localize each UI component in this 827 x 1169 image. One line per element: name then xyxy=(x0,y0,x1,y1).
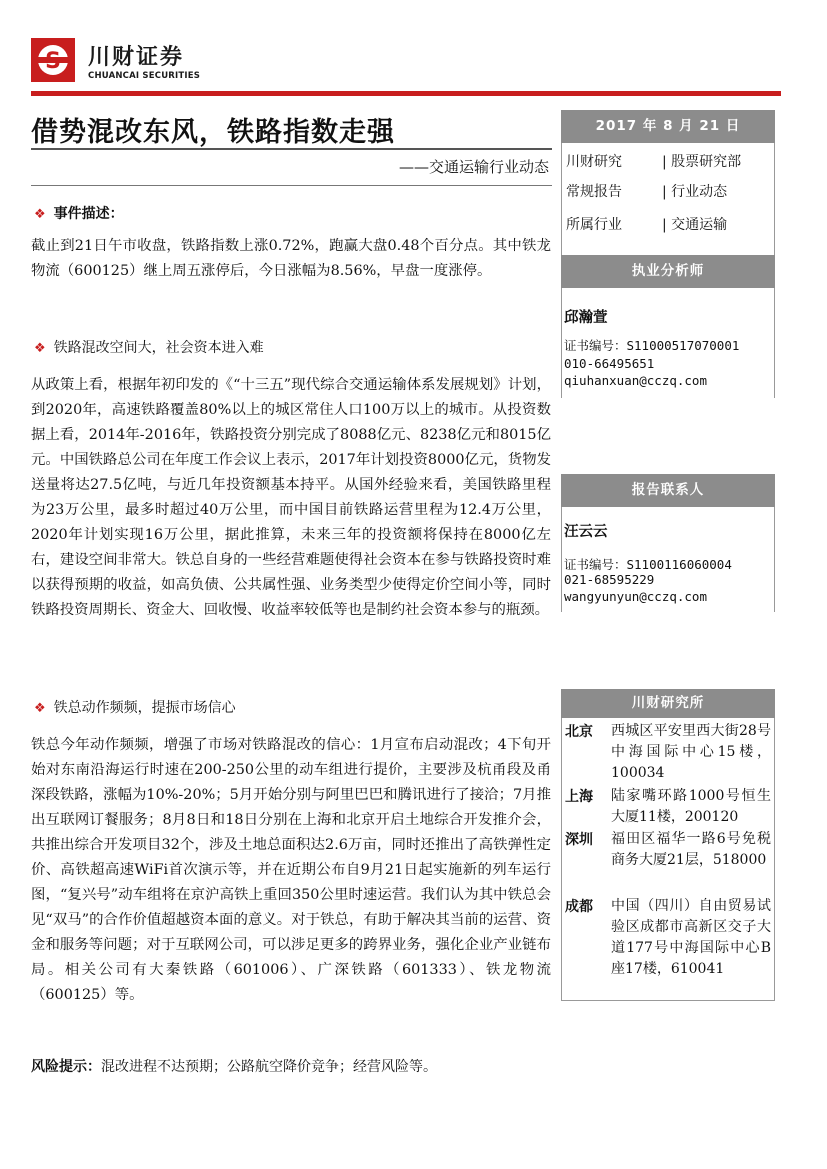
subtitle-divider xyxy=(31,185,552,186)
report-date: 2017 年 8 月 21 日 xyxy=(561,110,775,143)
section-event-heading: ❖ 事件描述： xyxy=(34,206,124,222)
office-city: 上海 xyxy=(565,789,593,805)
header-red-rule xyxy=(31,91,781,96)
diamond-bullet-icon: ❖ xyxy=(34,701,46,716)
analyst-cert: 证书编号：S11000517070001 xyxy=(564,338,740,353)
institute-header: 川财研究所 xyxy=(561,689,775,718)
meta-label: 川财研究 xyxy=(566,154,622,170)
analyst-email[interactable]: qiuhanxuan@cczq.com xyxy=(564,373,707,388)
contact-name: 汪云云 xyxy=(564,523,608,540)
meta-value: | 交通运输 xyxy=(662,217,728,233)
analyst-name: 邱瀚萱 xyxy=(564,309,608,326)
meta-value: | 股票研究部 xyxy=(662,154,742,170)
meta-label: 常规报告 xyxy=(566,184,622,200)
diamond-bullet-icon: ❖ xyxy=(34,207,46,222)
risk-text: 混改进程不达预期；公路航空降价竞争；经营风险等。 xyxy=(101,1059,437,1075)
section-event-text: 截止到21日午市收盘，铁路指数上涨0.72%，跑赢大盘0.48个百分点。其中铁龙物流（600125）继上周五涨停后，今日涨幅为8.56%，早盘一度涨停。 xyxy=(31,238,551,279)
office-city: 深圳 xyxy=(565,832,593,848)
risk-warning xyxy=(31,1056,437,1076)
section-actions-heading: ❖ 铁总动作频频，提振市场信心 xyxy=(34,700,236,716)
office-city: 北京 xyxy=(565,724,593,740)
report-subtitle: ——交通运输行业动态 xyxy=(398,158,549,176)
diamond-bullet-icon: ❖ xyxy=(34,341,46,356)
logo-mark: S xyxy=(45,49,61,74)
risk-label: 风险提示： xyxy=(31,1059,101,1075)
title-divider xyxy=(31,148,552,150)
contact-phone: 021-68595229 xyxy=(564,572,655,587)
analyst-phone: 010-66495651 xyxy=(564,356,655,371)
section-reform-text: 从政策上看，根据年初印发的《“十三五”现代综合交通运输体系发展规划》计划，到2020年，高速铁路覆盖80%以上的城区常住人口100万以上的城市。从投资数据上看，2014年-2016年，铁路投资分别完成了8088亿元、8238亿元和8015亿元。中国铁路总公司在年度工作会议上表示，2017年计划投资8000亿元，货物发送量将达27.5亿吨，与近几年投资额基本持平。从国外经验来看，美国铁路里程为23万公里，最多时超过40万公里，而中国目前铁路运营里程为12.4万公里，2020年计划实现16万公里，据此推算，未来三年的投资额将保持在8000亿左右，建设空间非常大。铁总自身的一些经营难题使得社会资本在参与铁路投资时难以获得预期的收益，如高负债、公共属性强、业务类型少使得定价空间小等，同时铁路投资周期长、资金大、回收慢、收益率较低等也是制约社会资本参与的瓶颈。 xyxy=(31,377,551,618)
meta-value: | 行业动态 xyxy=(662,184,728,200)
brand-name-cn: 川财证券 xyxy=(88,45,185,70)
brand-name-en: CHUANCAI SECURITIES xyxy=(88,71,201,81)
office-address: 陆家嘴环路1000号恒生大厦11楼，200120 xyxy=(611,788,771,825)
office-city: 成都 xyxy=(565,899,593,915)
company-logo xyxy=(31,38,75,82)
office-address: 福田区福华一路6号免税商务大厦21层，518000 xyxy=(611,831,771,868)
meta-label: 所属行业 xyxy=(566,217,622,233)
contact-email[interactable]: wangyunyun@cczq.com xyxy=(564,589,707,604)
section-reform-heading: ❖ 铁路混改空间大，社会资本进入难 xyxy=(34,340,264,356)
section-actions-text: 铁总今年动作频频，增强了市场对铁路混改的信心：1月宣布启动混改；4下旬开始对东南沿海运行时速在200-250公里的动车组进行提价，主要涉及杭甬段及甬深段铁路，涨幅为10%-20%；5月开始分别与阿里巴巴和腾讯进行了接洽；7月推出互联网订餐服务；8月8日和18日分别在上海和北京开启土地综合开发推介会，共推出综合开发项目32个，涉及土地总面积达2.6万亩，同时还推出了高铁弹性定价、高铁超高速WiFi首次演示等，并在近期公布自9月21日起实施新的列车运行图，“复兴号”动车组将在京沪高铁上重回350公里时速运营。我们认为其中铁总会见“双马”的合作价值超越资本面的意义。对于铁总，有助于解决其当前的运营、资金和服务等问题；对于互联网公司，可以涉足更多的跨界业务，强化企业产业链布局。相关公司有大秦铁路（601006）、广深铁路（601333）、铁龙物流（600125）等。 xyxy=(31,737,551,1003)
office-address: 中国（四川）自由贸易试验区成都市高新区交子大道177号中海国际中心B座17楼，610041 xyxy=(611,898,771,977)
contact-cert: 证书编号：S1100116060004 xyxy=(564,557,732,572)
contact-header: 报告联系人 xyxy=(561,474,775,507)
report-title: 借势混改东风，铁路指数走强 xyxy=(31,117,395,148)
analyst-header: 执业分析师 xyxy=(561,255,775,288)
office-address: 西城区平安里西大街28号中海国际中心15楼，100034 xyxy=(611,723,771,781)
